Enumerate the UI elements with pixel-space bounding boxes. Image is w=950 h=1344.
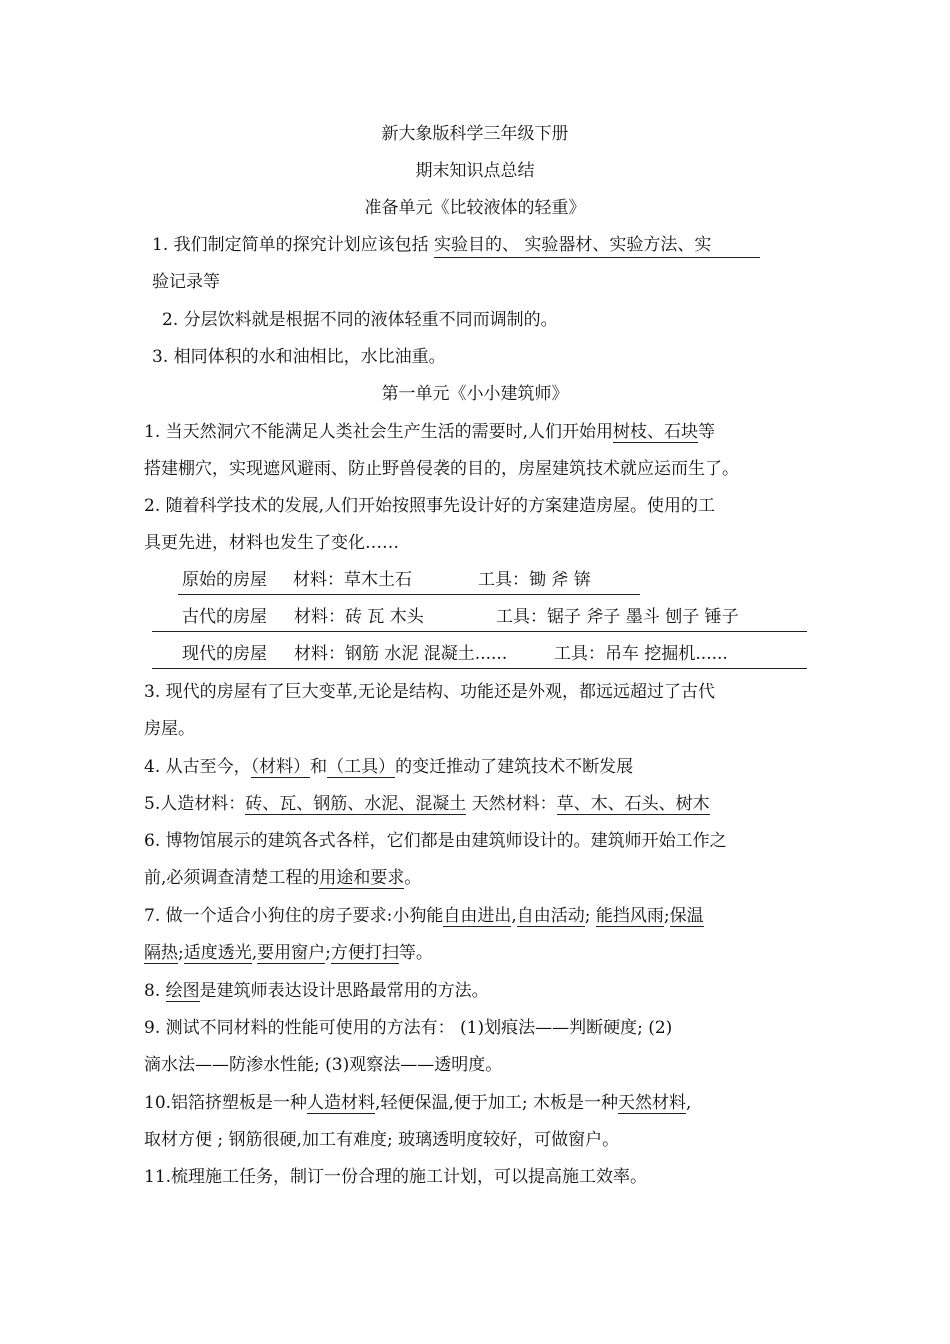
house-material: 材料：草木土石 (293, 570, 412, 590)
unit1-item-10-line1: 10.铝箔挤塑板是一种人造材料,轻便保温,便于加工; 木板是一种天然材料, (144, 1093, 692, 1113)
house-row-primitive (178, 568, 640, 595)
unit1-item-7-line1: 7. 做一个适合小狗住的房子要求:小狗能自由进出,自由活动; 能挡风雨;保温 (144, 906, 704, 926)
unit1-item-6-line2: 前,必须调查清楚工程的用途和要求。 (144, 868, 422, 888)
unit0-item-3: 3. 相同体积的水和油相比，水比油重。 (152, 347, 446, 367)
unit1-item-3-line2: 房屋。 (144, 719, 195, 739)
unit1-item-9-line2: 滴水法——防渗水性能; (3)观察法——透明度。 (144, 1055, 503, 1075)
document-title: 新大象版科学三年级下册 (381, 124, 569, 144)
unit1-item-2-line2: 具更先进，材料也发生了变化…… (144, 533, 399, 553)
unit1-item-4-answer-1: （材料） (250, 757, 311, 777)
unit0-item-1-line2: 验记录等 (152, 272, 220, 292)
unit1-item-10-answer-1: 人造材料 (307, 1093, 376, 1113)
house-tool: 工具：锄 斧 锛 (478, 570, 591, 590)
house-tool: 工具：锯子 斧子 墨斗 刨子 锤子 (496, 607, 739, 627)
unit1-item-10-answer-2: 天然材料 (618, 1093, 686, 1113)
unit1-item-8-answer: 绘图 (165, 981, 200, 1001)
house-type: 现代的房屋 (182, 644, 267, 664)
house-row-ancient (152, 605, 807, 632)
unit1-item-2-line1: 2. 随着科学技术的发展,人们开始按照事先设计好的方案建造房屋。使用的工 (144, 496, 716, 516)
unit1-item-4: 4. 从古至今，（材料）和（工具）的变迁推动了建筑技术不断发展 (144, 757, 634, 777)
unit1-item-5: 5.人造材料：砖、瓦、钢筋、水泥、混凝土 天然材料：草、木、石头、树木 (144, 794, 710, 814)
unit0-heading: 准备单元《比较液体的轻重》 (364, 198, 586, 218)
unit1-item-10-line2: 取材方便 ; 钢筋很硬,加工有难度; 玻璃透明度较好，可做窗户。 (144, 1130, 620, 1150)
unit1-item-1-answer: 树枝、石块 (613, 422, 699, 442)
house-material: 材料：钢筋 水泥 混凝土...... (294, 644, 508, 664)
house-row-modern (152, 642, 807, 669)
unit1-item-3-line1: 3. 现代的房屋有了巨大变革,无论是结构、功能还是外观，都远远超过了古代 (144, 682, 716, 702)
unit1-item-1-line1: 1. 当天然洞穴不能满足人类社会生产生活的需要时,人们开始用树枝、石块等 (144, 422, 716, 442)
unit0-item-1-line1 (152, 233, 760, 258)
document-subtitle: 期末知识点总结 (415, 161, 535, 181)
unit0-item-1-answer: 实验目的、 实验器材、实验方法、实 (434, 233, 760, 258)
unit1-item-1-line2: 搭建棚穴，实现遮风避雨、防止野兽侵袭的目的，房屋建筑技术就应运而生了。 (144, 459, 739, 479)
unit0-item-2: 2. 分层饮料就是根据不同的液体轻重不同而调制的。 (162, 310, 558, 330)
house-tool: 工具：吊车 挖掘机...... (554, 644, 728, 664)
unit0-item-1-text: 1. 我们制定简单的探究计划应该包括 (152, 235, 435, 255)
unit1-heading: 第一单元《小小建筑师》 (381, 384, 569, 404)
house-type: 古代的房屋 (182, 607, 267, 627)
unit1-item-8: 8. 绘图是建筑师表达设计思路最常用的方法。 (144, 981, 489, 1001)
unit1-item-11: 11.梳理施工任务，制订一份合理的施工计划，可以提高施工效率。 (144, 1167, 648, 1187)
unit1-item-6-answer: 用途和要求 (319, 868, 405, 888)
house-material: 材料：砖 瓦 木头 (294, 607, 424, 627)
unit1-item-5-answer-1: 砖、瓦、钢筋、水泥、混凝土 (245, 794, 467, 814)
unit1-item-4-answer-2: （工具） (327, 757, 396, 777)
unit1-item-5-answer-2: 草、木、石头、树木 (556, 794, 710, 814)
unit1-item-7-line2: 隔热;适度透光,要用窗户;方便打扫等。 (144, 943, 433, 963)
unit1-item-9-line1: 9. 测试不同材料的性能可使用的方法有： (1)划痕法——判断硬度; (2) (144, 1018, 673, 1038)
house-type: 原始的房屋 (182, 570, 267, 590)
unit1-item-6-line1: 6. 博物馆展示的建筑各式各样，它们都是由建筑师设计的。建筑师开始工作之 (144, 831, 727, 851)
